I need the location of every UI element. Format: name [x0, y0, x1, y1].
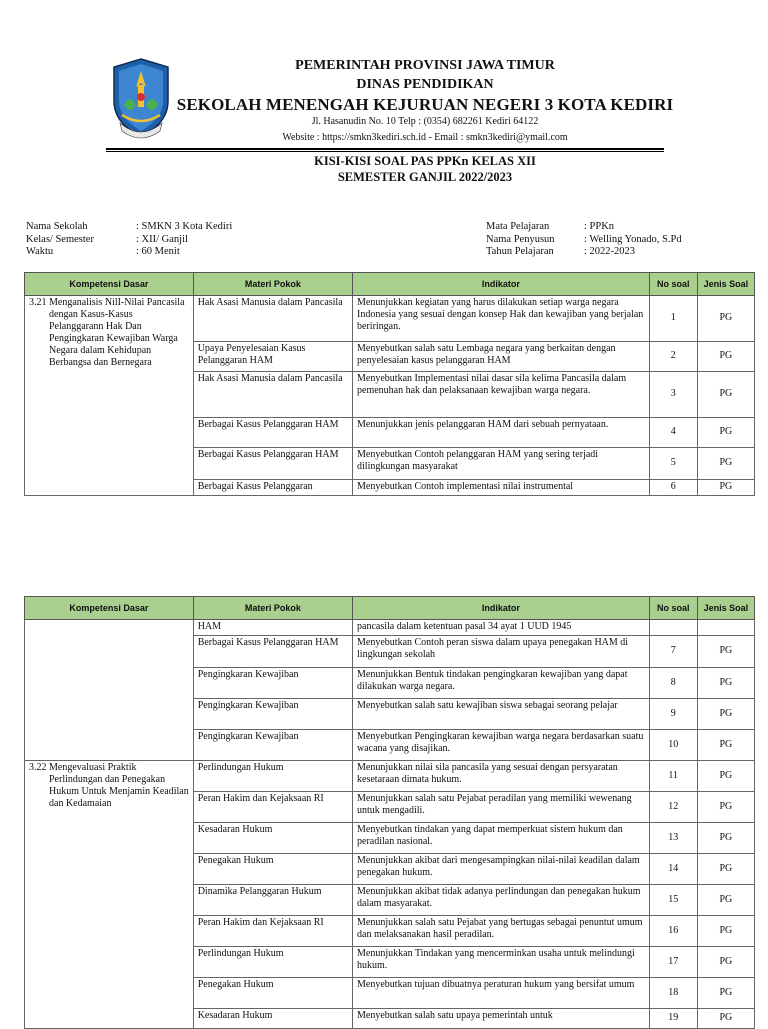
info-label: Mata Pelajaran	[486, 221, 550, 232]
col-header-no-soal: No soal	[649, 597, 697, 620]
info-value: : SMKN 3 Kota Kediri	[136, 221, 233, 232]
col-header-indikator: Indikator	[353, 273, 650, 296]
province-crest-icon	[110, 57, 172, 139]
indikator-cell: Menunjukkan salah satu Pejabat yang bertugas sebagai penuntut umum dan melaksanakan hasil peradilan.	[353, 916, 650, 947]
indikator-cell: Menyebutkan tindakan yang dapat memperkuat sistem hukum dan peradilan nasional.	[353, 823, 650, 854]
no-soal-cell: 13	[649, 823, 697, 854]
letterhead-line-1: PEMERINTAH PROVINSI JAWA TIMUR	[295, 58, 555, 73]
no-soal-cell: 8	[649, 668, 697, 699]
jenis-soal-cell: PG	[697, 792, 754, 823]
letterhead-rule-thin	[106, 151, 664, 152]
info-value: : Welling Yonado, S.Pd	[584, 233, 682, 245]
info-label: Nama Penyusun	[486, 233, 555, 245]
info-label: Nama Sekolah	[26, 221, 88, 232]
col-header-indikator: Indikator	[353, 597, 650, 620]
jenis-soal-cell: PG	[697, 668, 754, 699]
indikator-cell: Menyebutkan salah satu Lembaga negara yang berkaitan dengan penyelesaian kasus pelanggaran HAM	[353, 342, 650, 372]
indikator-cell: Menyebutkan Pengingkaran kewajiban warga negara berdasarkan suatu wacana yang disajikan.	[353, 730, 650, 761]
no-soal-cell: 12	[649, 792, 697, 823]
col-header-jenis-soal: Jenis Soal	[697, 597, 754, 620]
jenis-soal-cell: PG	[697, 296, 754, 342]
materi-pokok-cell: Kesadaran Hukum	[193, 823, 352, 854]
jenis-soal-cell: PG	[697, 418, 754, 448]
table-row-continued	[25, 620, 755, 636]
kompetensi-dasar-cell-continued	[25, 620, 194, 761]
materi-pokok-cell: Pengingkaran Kewajiban	[193, 668, 352, 699]
indikator-cell: Menyebutkan Contoh implementasi nilai instrumental	[353, 480, 650, 496]
info-label: Waktu	[26, 246, 54, 257]
no-soal-cell: 14	[649, 854, 697, 885]
jenis-soal-cell: PG	[697, 916, 754, 947]
col-header-materi: Materi Pokok	[193, 273, 352, 296]
no-soal-cell: 1	[649, 296, 697, 342]
kompetensi-dasar-cell	[25, 296, 194, 496]
col-header-no-soal: No soal	[649, 273, 697, 296]
info-value: : 2022-2023	[584, 246, 636, 257]
no-soal-cell: 17	[649, 947, 697, 978]
kd-text: Menganalisis NilI-Nilai Pancasila dengan Kasus-Kasus Pelanggarann Hak Dan Pengingkaran Kewajiban Warga Negara dalam Kehidupan Berbangsa dan Bernegara	[49, 297, 185, 368]
no-soal-cell: 2	[649, 342, 697, 372]
school-name: SEKOLAH MENENGAH KEJURUAN NEGERI 3 KOTA KEDIRI	[176, 95, 674, 114]
col-header-jenis-soal: Jenis Soal	[697, 273, 754, 296]
no-soal-cell: 4	[649, 418, 697, 448]
col-header-kompetensi: Kompetensi Dasar	[25, 597, 194, 620]
no-soal-cell: 16	[649, 916, 697, 947]
jenis-soal-cell: PG	[697, 342, 754, 372]
info-label: Kelas/ Semester	[26, 233, 94, 245]
kd-code: 3.22	[29, 762, 47, 773]
materi-pokok-cell: HAM	[193, 620, 352, 636]
jenis-soal-cell: PG	[697, 885, 754, 916]
no-soal-cell: 5	[649, 448, 697, 480]
materi-pokok-cell: Perlindungan Hukum	[193, 761, 352, 792]
table-header-row	[25, 597, 755, 620]
indikator-cell: Menunjukkan salah satu Pejabat peradilan yang memiliki wewenang untuk mengadili.	[353, 792, 650, 823]
materi-pokok-cell: Penegakan Hukum	[193, 854, 352, 885]
materi-pokok-cell: Kesadaran Hukum	[193, 1009, 352, 1029]
kd-text: Mengevaluasi Praktik Perlindungan dan Penegakan Hukum Untuk Menjamin Keadilan dan Kedamaian	[49, 762, 189, 809]
letterhead-rule-thick	[106, 148, 664, 150]
info-label: Tahun Pelajaran	[486, 246, 554, 257]
info-value: : PPKn	[584, 221, 615, 232]
no-soal-cell: 6	[649, 480, 697, 496]
table-header-row	[25, 273, 755, 296]
indikator-cell: Menunjukkan kegiatan yang harus dilakukan setiap warga negara Indonesia yang sesuai dengan konsep Hak dan kewajiban yang berjalan beriringan.	[353, 296, 650, 342]
jenis-soal-cell: PG	[697, 699, 754, 730]
materi-pokok-cell: Perlindungan Hukum	[193, 947, 352, 978]
jenis-soal-cell: PG	[697, 947, 754, 978]
col-header-kompetensi: Kompetensi Dasar	[25, 273, 194, 296]
jenis-soal-cell: PG	[697, 854, 754, 885]
materi-pokok-cell: Peran Hakim dan Kejaksaan RI	[193, 792, 352, 823]
jenis-soal-cell	[697, 620, 754, 636]
indikator-cell: Menyebutkan salah satu kewajiban siswa sebagai seorang pelajar	[353, 699, 650, 730]
materi-pokok-cell: Penegakan Hukum	[193, 978, 352, 1009]
kompetensi-dasar	[29, 762, 189, 810]
document-title: KISI-KISI SOAL PAS PPKn KELAS XII	[314, 154, 536, 168]
materi-pokok-cell: Upaya Penyelesaian Kasus Pelanggaran HAM	[193, 342, 352, 372]
indikator-cell: Menunjukkan akibat tidak adanya perlindungan dan penegakan hukum dalam masyarakat.	[353, 885, 650, 916]
indikator-cell: pancasila dalam ketentuan pasal 34 ayat 1 UUD 1945	[353, 620, 650, 636]
no-soal-cell: 15	[649, 885, 697, 916]
jenis-soal-cell: PG	[697, 761, 754, 792]
kisi-table-2	[24, 596, 755, 1029]
col-header-materi: Materi Pokok	[193, 597, 352, 620]
no-soal-cell: 10	[649, 730, 697, 761]
indikator-cell: Menunjukkan Bentuk tindakan pengingkaran kewajiban yang dapat dilakukan warga negara.	[353, 668, 650, 699]
no-soal-cell: 11	[649, 761, 697, 792]
no-soal-cell	[649, 620, 697, 636]
indikator-cell: Menyebutkan salah satu upaya pemerintah untuk	[353, 1009, 650, 1029]
materi-pokok-cell: Berbagai Kasus Pelanggaran HAM	[193, 448, 352, 480]
indikator-cell: Menyebutkan Contoh pelanggaran HAM yang sering terjadi dilingkungan masyarakat	[353, 448, 650, 480]
materi-pokok-cell: Hak Asasi Manusia dalam Pancasila	[193, 372, 352, 418]
indikator-cell: Menyebutkan tujuan dibuatnya peraturan hukum yang bersifat umum	[353, 978, 650, 1009]
info-value: : 60 Menit	[136, 246, 180, 257]
materi-pokok-cell: Berbagai Kasus Pelanggaran HAM	[193, 418, 352, 448]
no-soal-cell: 9	[649, 699, 697, 730]
kd-code: 3.21	[29, 297, 47, 308]
materi-pokok-cell: Berbagai Kasus Pelanggaran HAM	[193, 636, 352, 668]
materi-pokok-cell: Pengingkaran Kewajiban	[193, 730, 352, 761]
table-row	[25, 761, 755, 792]
kompetensi-dasar	[29, 297, 189, 369]
no-soal-cell: 19	[649, 1009, 697, 1029]
table-row	[25, 296, 755, 342]
no-soal-cell: 7	[649, 636, 697, 668]
jenis-soal-cell: PG	[697, 372, 754, 418]
materi-pokok-cell: Pengingkaran Kewajiban	[193, 699, 352, 730]
indikator-cell: Menunjukkan Tindakan yang mencerminkan usaha untuk melindungi hukum.	[353, 947, 650, 978]
indikator-cell: Menunjukkan akibat dari mengesampingkan nilai-nilai keadilan dalam penegakan hukum.	[353, 854, 650, 885]
indikator-cell: Menyebutkan Implementasi nilai dasar sila kelima Pancasila dalam pemenuhan hak dan pelaksanaan kewajiban warga negara.	[353, 372, 650, 418]
jenis-soal-cell: PG	[697, 480, 754, 496]
indikator-cell: Menunjukkan jenis pelanggaran HAM dari sebuah pernyataan.	[353, 418, 650, 448]
kisi-table-1	[24, 272, 755, 496]
letterhead-line-2: DINAS PENDIDIKAN	[356, 77, 494, 92]
materi-pokok-cell: Peran Hakim dan Kejaksaan RI	[193, 916, 352, 947]
jenis-soal-cell: PG	[697, 1009, 754, 1029]
jenis-soal-cell: PG	[697, 978, 754, 1009]
no-soal-cell: 3	[649, 372, 697, 418]
info-value: : XII/ Ganjil	[136, 233, 188, 245]
jenis-soal-cell: PG	[697, 636, 754, 668]
school-address: Jl. Hasanudin No. 10 Telp : (0354) 682261 Kediri 64122	[311, 116, 539, 127]
kompetensi-dasar-cell	[25, 761, 194, 1029]
materi-pokok-cell: Berbagai Kasus Pelanggaran	[193, 480, 352, 496]
jenis-soal-cell: PG	[697, 823, 754, 854]
school-contact: Website : https://smkn3kediri.sch.id - Email : smkn3kediri@ymail.com	[282, 132, 568, 143]
no-soal-cell: 18	[649, 978, 697, 1009]
jenis-soal-cell: PG	[697, 448, 754, 480]
jenis-soal-cell: PG	[697, 730, 754, 761]
indikator-cell: Menunjukkan nilai sila pancasila yang sesuai dengan persyaratan kesetaraan dimata hukum.	[353, 761, 650, 792]
materi-pokok-cell: Hak Asasi Manusia dalam Pancasila	[193, 296, 352, 342]
materi-pokok-cell: Dinamika Pelanggaran Hukum	[193, 885, 352, 916]
indikator-cell: Menyebutkan Contoh peran siswa dalam upaya penegakan HAM di lingkungan sekolah	[353, 636, 650, 668]
document-subtitle: SEMESTER GANJIL 2022/2023	[337, 170, 513, 184]
